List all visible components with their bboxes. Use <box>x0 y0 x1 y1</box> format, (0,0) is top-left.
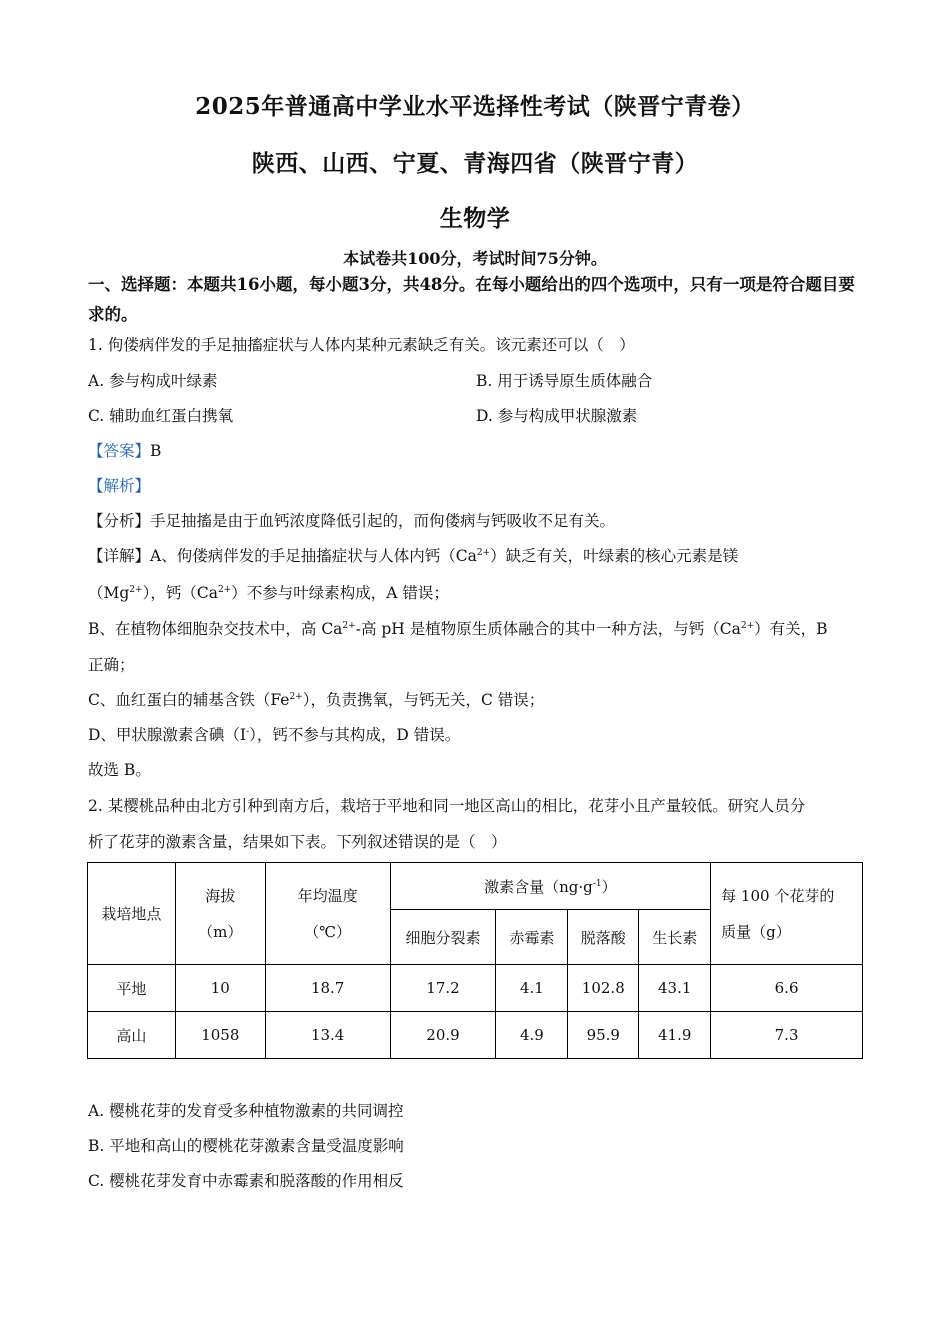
exam-region-title: 陕西、山西、宁夏、青海四省（陕晋宁青） <box>251 150 699 177</box>
fenxi-text: 手足抽搐是由于血钙浓度降低引起的，而佝偻病与钙吸收不足有关。 <box>150 512 616 530</box>
detail-text: C、血红蛋白的辅基含铁（Fe <box>88 691 290 709</box>
superscript: - <box>246 726 250 737</box>
header-altitude-label: 海拔 <box>205 886 236 905</box>
q2-option-a: A. 樱桃花芽的发育受多种植物激素的共同调控 <box>88 1102 404 1120</box>
q1-detail-c <box>88 688 544 710</box>
table-row <box>88 1012 863 1059</box>
detail-text: ）有关，B <box>754 620 828 638</box>
q1-conclusion: 故选 B。 <box>88 761 151 779</box>
header-mass-line2: 质量（g） <box>721 922 791 941</box>
header-altitude <box>175 863 265 965</box>
superscript: 2+ <box>289 691 303 702</box>
header-temperature <box>265 863 390 965</box>
cell-temperature: 13.4 <box>265 1012 390 1059</box>
cell-cytokinin: 20.9 <box>390 1012 496 1059</box>
detail-text: （Mg <box>88 584 130 602</box>
answer-tag: 【答案】 <box>88 442 151 460</box>
header-temperature-label: 年均温度 <box>297 886 358 905</box>
header-bud-mass <box>711 863 863 965</box>
answer-value: B <box>150 442 162 460</box>
superscript: 2+ <box>342 620 356 631</box>
detail-text: B、在植物体细胞杂交技术中，高 Ca <box>88 620 343 638</box>
q2-stem-line1: 2. 某樱桃品种由北方引种到南方后，栽培于平地和同一地区高山的相比，花芽小且产量较低。研究人员分 <box>88 797 806 815</box>
q1-detail-d <box>88 723 460 745</box>
cell-site: 平地 <box>88 965 176 1012</box>
q1-stem: 1. 佝偻病伴发的手足抽搐症状与人体内某种元素缺乏有关。该元素还可以（ ） <box>88 336 635 354</box>
q1-detail-b-line2: 正确； <box>88 656 135 674</box>
header-cytokinin: 细胞分裂素 <box>390 910 496 965</box>
header-hormone-content <box>390 863 711 910</box>
cell-abscisic-acid: 102.8 <box>568 965 639 1012</box>
table-header-row <box>88 863 863 910</box>
detail-text: D、甲状腺激素含碘（I <box>88 726 247 744</box>
detail-text: A、佝偻病伴发的手足抽搐症状与人体内钙（Ca <box>150 547 477 565</box>
q1-fenxi <box>88 509 615 531</box>
hormone-table <box>87 862 863 1059</box>
xiangjie-tag: 【详解】 <box>88 547 151 565</box>
cell-auxin: 41.9 <box>639 1012 711 1059</box>
superscript: 2+ <box>740 620 755 631</box>
q1-option-c: C. 辅助血红蛋白携氧 <box>88 407 234 425</box>
q1-detail-b-line1 <box>88 617 828 639</box>
cell-mass: 6.6 <box>711 965 863 1012</box>
cell-abscisic-acid: 95.9 <box>568 1012 639 1059</box>
detail-text: ）不参与叶绿素构成，A 错误； <box>231 584 449 602</box>
subject-title: 生物学 <box>439 205 511 232</box>
header-mass-line1: 每 100 个花芽的 <box>721 886 835 905</box>
cell-altitude: 1058 <box>175 1012 265 1059</box>
cell-auxin: 43.1 <box>639 965 711 1012</box>
q1-option-a: A. 参与构成叶绿素 <box>88 372 218 390</box>
cell-temperature: 18.7 <box>265 965 390 1012</box>
superscript: -1 <box>592 878 602 889</box>
section-heading: 一、选择题：本题共16小题，每小题3分，共48分。在每小题给出的四个选项中，只有一项是符合题目要求的。 <box>88 275 855 324</box>
q1-answer <box>88 439 161 461</box>
detail-text: ），负责携氧，与钙无关，C 错误； <box>302 691 545 709</box>
header-temperature-unit: （℃） <box>304 922 352 941</box>
q1-option-d: D. 参与构成甲状腺激素 <box>476 407 638 425</box>
cell-altitude: 10 <box>175 965 265 1012</box>
detail-text: -高 pH 是植物原生质体融合的其中一种方法，与钙（Ca <box>355 620 741 638</box>
header-altitude-unit: （m） <box>198 922 243 941</box>
exam-title: 2025年普通高中学业水平选择性考试（陕晋宁青卷） <box>195 93 755 120</box>
q2-option-b: B. 平地和高山的樱桃花芽激素含量受温度影响 <box>88 1137 404 1155</box>
header-site: 栽培地点 <box>88 863 176 965</box>
q1-option-b: B. 用于诱导原生质体融合 <box>476 372 653 390</box>
q1-analysis-tag <box>88 474 150 496</box>
detail-text: ），钙不参与其构成，D 错误。 <box>249 726 461 744</box>
header-auxin: 生长素 <box>639 910 711 965</box>
q1-detail-a-line1 <box>88 544 738 566</box>
cell-mass: 7.3 <box>711 1012 863 1059</box>
superscript: 2+ <box>129 584 143 595</box>
superscript: 2+ <box>217 584 232 595</box>
cell-cytokinin: 17.2 <box>390 965 496 1012</box>
q2-option-c: C. 樱桃花芽发育中赤霉素和脱落酸的作用相反 <box>88 1172 404 1190</box>
superscript: 2+ <box>476 547 491 558</box>
cell-gibberellin: 4.9 <box>496 1012 568 1059</box>
q1-detail-a-line2 <box>88 581 449 603</box>
header-abscisic-acid: 脱落酸 <box>568 910 639 965</box>
header-gibberellin: 赤霉素 <box>496 910 568 965</box>
cell-site: 高山 <box>88 1012 176 1059</box>
header-hormone-label: 激素含量（ng·g <box>484 877 593 896</box>
fenxi-tag: 【分析】 <box>88 512 151 530</box>
detail-text: ），钙（Ca <box>142 584 218 602</box>
exam-note: 本试卷共100分，考试时间75分钟。 <box>343 249 607 268</box>
q2-stem-line2: 析了花芽的激素含量，结果如下表。下列叙述错误的是（ ） <box>88 833 507 851</box>
analysis-tag: 【解析】 <box>88 477 151 495</box>
table-row <box>88 965 863 1012</box>
cell-gibberellin: 4.1 <box>496 965 568 1012</box>
detail-text: ）缺乏有关，叶绿素的核心元素是镁 <box>490 547 739 565</box>
header-hormone-label-end: ） <box>601 877 617 896</box>
